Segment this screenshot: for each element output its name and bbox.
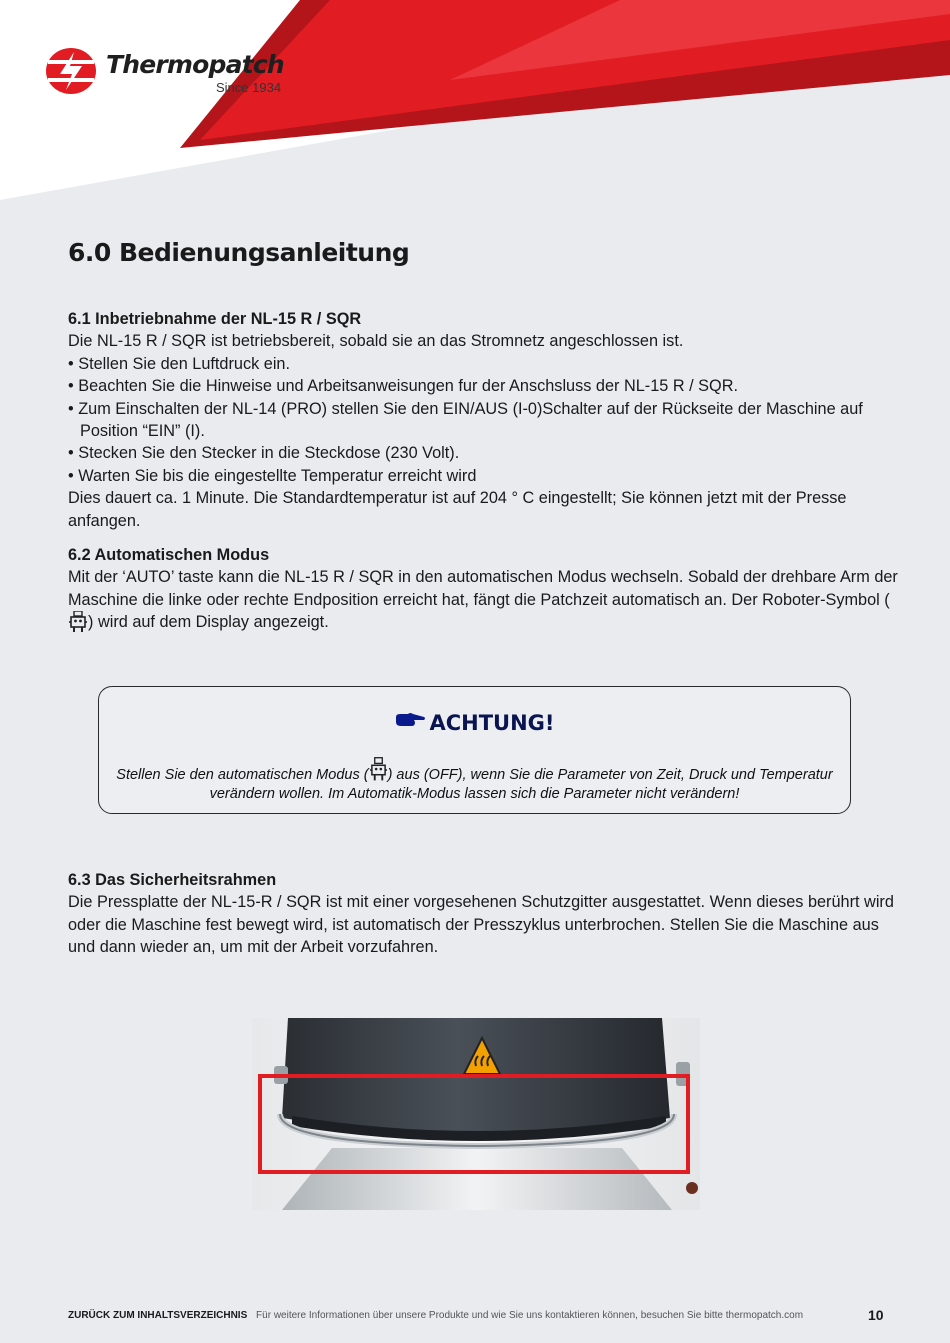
page-number: 10: [868, 1307, 884, 1323]
footer: [68, 1307, 888, 1323]
notice-title: [99, 711, 850, 735]
robot-icon: [69, 611, 87, 633]
logo-emblem-icon: [44, 44, 98, 98]
page-title: 6.0 Bedienungsanleitung: [68, 238, 410, 267]
thermopatch-logo[interactable]: [44, 44, 304, 104]
section-outro: Dies dauert ca. 1 Minute. Die Standardtemperatur ist auf 204 ° C eingestellt; Sie können jetzt mit der Presse anfangen.: [68, 489, 847, 530]
warning-notice: [98, 686, 851, 814]
notice-body: [109, 757, 840, 804]
list-item: • Warten Sie bis die eingestellte Temperatur erreicht wird: [68, 466, 477, 485]
section-intro: Die NL-15 R / SQR ist betriebsbereit, sobald sie an das Stromnetz angeschlossen ist.: [68, 332, 684, 351]
list-item: • Stellen Sie den Luftdruck ein.: [68, 354, 291, 373]
section-body: Die Pressplatte der NL-15-R / SQR ist mit einer vorgesehenen Schutzgitter ausgestattet. Wenn dieses berührt wird oder die Maschine fest bewegt wird, ist automatisch der Presszyklus unterbrochen. Stellen Sie die Maschine aus und dann wieder an, um mit der Arbeit vorzufahren.: [68, 893, 894, 957]
section-heading: 6.2 Automatischen Modus: [68, 546, 270, 564]
brand-since: Since 1934: [216, 80, 282, 95]
list-item: • Beachten Sie die Hinweise und Arbeitsanweisungen fur der Anschsluss der NL-15 R / SQR.: [68, 377, 738, 396]
section-6-1: [68, 308, 898, 532]
safety-frame-photo: [252, 1018, 700, 1210]
list-item: • Zum Einschalten der NL-14 (PRO) stellen Sie den EIN/AUS (I-0)Schalter auf der Rückseite der Maschine auf Position “EIN” (I).: [68, 399, 863, 441]
back-to-contents-link[interactable]: ZURÜCK ZUM INHALTSVERZEICHNIS: [68, 1310, 248, 1321]
text-segment: Stellen Sie den automatischen Modus (: [116, 767, 369, 783]
list-item: • Stecken Sie den Stecker in die Steckdose (230 Volt).: [68, 444, 460, 463]
section-6-3: [68, 869, 898, 959]
notice-title-text: ACHTUNG!: [429, 711, 555, 735]
pointing-hand-icon: [394, 712, 426, 728]
footer-info: Für weitere Informationen über unsere Produkte und wie Sie uns kontaktieren können, besuchen Sie bitte thermopatch.com: [256, 1310, 804, 1321]
section-heading: 6.3 Das Sicherheitsrahmen: [68, 871, 277, 889]
robot-icon: [370, 757, 387, 783]
text-segment: Mit der ‘AUTO’ taste kann die NL-15 R / SQR in den automatischen Modus wechseln. Sobald der drehbare Arm der Maschine die linke oder rechte Endposition erreicht hat, fängt die Patchzeit automatisch an. Der Roboter-Symbol (: [68, 568, 898, 609]
brand-name: Thermopatch: [106, 50, 284, 79]
text-segment: ) aus (OFF), wenn Sie die Parameter von Zeit, Druck und Temperatur verändern wollen. Im Automatik-Modus lassen sich die Parameter nicht verändern!: [209, 767, 833, 802]
section-body: [68, 566, 898, 633]
header-banner: [0, 0, 950, 210]
section-heading: 6.1 Inbetriebnahme der NL-15 R / SQR: [68, 310, 362, 328]
text-segment: ) wird auf dem Display angezeigt.: [88, 613, 329, 632]
section-6-2: [68, 544, 898, 634]
